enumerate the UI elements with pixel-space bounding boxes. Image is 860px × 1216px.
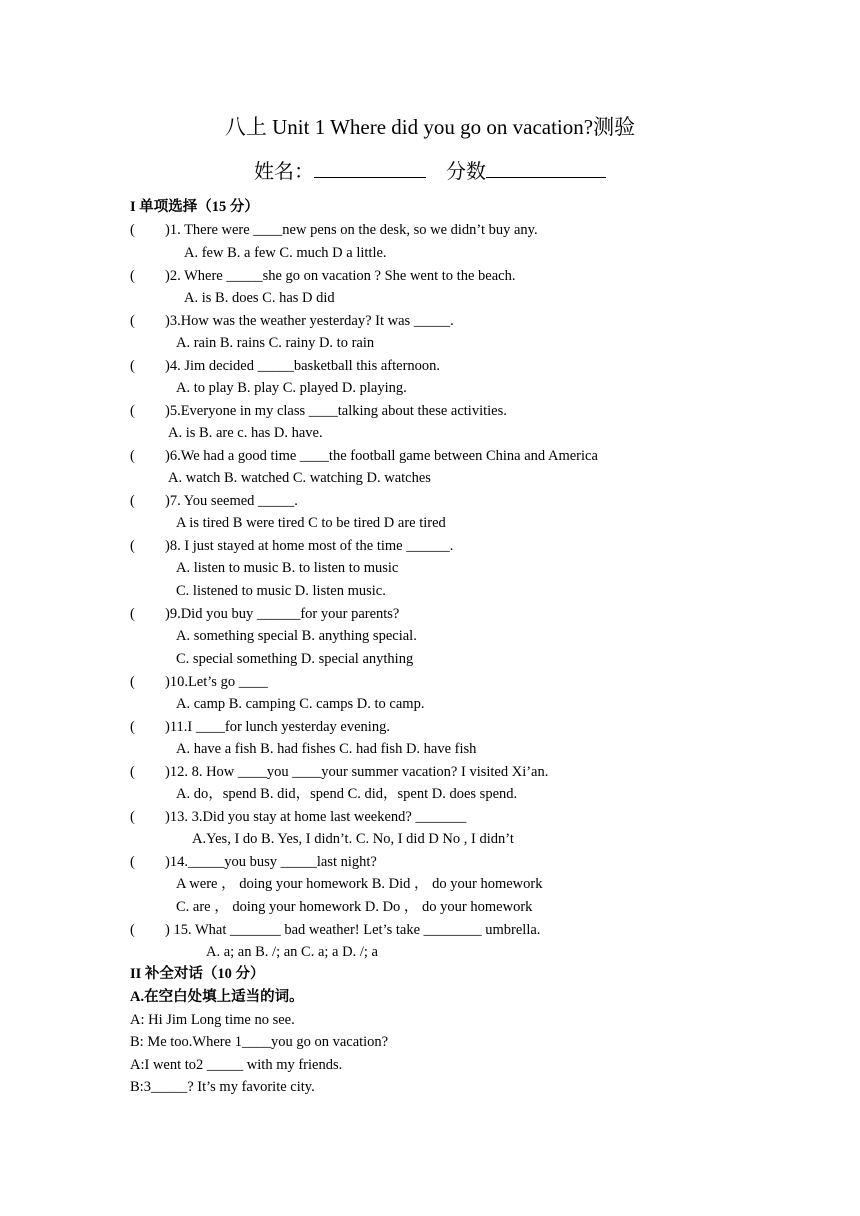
answer-paren[interactable]: (: [130, 313, 135, 329]
question-12-options: A. do，spend B. did，spend C. did，spent D. does spend.: [176, 786, 518, 802]
question-text: )11.I ____for lunch yesterday evening.: [165, 719, 390, 735]
question-1-options: A. few B. a few C. much D a little.: [184, 245, 387, 261]
question-text: )13. 3.Did you stay at home last weekend? _______: [165, 809, 467, 825]
question-9-options-b: C. special something D. special anything: [176, 651, 414, 667]
question-text: ) 15. What _______ bad weather! Let’s take ________ umbrella.: [165, 922, 541, 938]
question-6-options: A. watch B. watched C. watching D. watches: [168, 470, 431, 486]
question-15-options: A. a; an B. /; an C. a; a D. /; a: [206, 944, 378, 960]
dialogue-line: B:3_____? It’s my favorite city.: [130, 1079, 315, 1095]
question-text: )10.Let’s go ____: [165, 674, 268, 690]
question-text: )7. You seemed _____.: [165, 493, 298, 509]
answer-paren[interactable]: (: [130, 268, 135, 284]
name-label: 姓名：: [254, 161, 314, 183]
question-2-options: A. is B. does C. has D did: [184, 290, 335, 306]
question-text: )14._____you busy _____last night?: [165, 854, 377, 870]
question-text: )2. Where _____she go on vacation ? She went to the beach.: [165, 268, 516, 284]
question-text: )3.How was the weather yesterday? It was _____.: [165, 313, 454, 329]
question-text: )9.Did you buy ______for your parents?: [165, 606, 400, 622]
answer-paren[interactable]: (: [130, 403, 135, 419]
answer-paren[interactable]: (: [130, 606, 135, 622]
question-7-options: A is tired B were tired C to be tired D are tired: [176, 515, 446, 531]
question-11-options: A. have a fish B. had fishes C. had fish D. have fish: [176, 741, 477, 757]
name-score-line: [0, 157, 860, 187]
question-10-options: A. camp B. camping C. camps D. to camp.: [176, 696, 425, 712]
score-label: 分数: [446, 161, 486, 183]
question-13-options: A.Yes, I do B. Yes, I didn’t. C. No, I did D No , I didn’t: [192, 831, 514, 847]
dialogue-line: A:I went to2 _____ with my friends.: [130, 1057, 343, 1073]
answer-paren[interactable]: (: [130, 764, 135, 780]
answer-paren[interactable]: (: [130, 538, 135, 554]
answer-paren[interactable]: (: [130, 719, 135, 735]
score-blank[interactable]: [486, 157, 606, 178]
section2-subheading: A.在空白处填上适当的词。: [130, 989, 304, 1005]
question-8-options-b: C. listened to music D. listen music.: [176, 583, 386, 599]
answer-paren[interactable]: (: [130, 448, 135, 464]
answer-paren[interactable]: (: [130, 809, 135, 825]
question-8-options-a: A. listen to music B. to listen to music: [176, 560, 399, 576]
dialogue-line: A: Hi Jim Long time no see.: [130, 1012, 295, 1028]
question-9-options-a: A. something special B. anything special.: [176, 628, 417, 644]
answer-paren[interactable]: (: [130, 493, 135, 509]
question-text: )5.Everyone in my class ____talking about these activities.: [165, 403, 507, 419]
section1-heading: I 单项选择（15 分）: [130, 199, 259, 215]
section2-heading: II 补全对话（10 分）: [130, 966, 265, 982]
answer-paren[interactable]: (: [130, 358, 135, 374]
answer-paren[interactable]: (: [130, 222, 135, 238]
page-title: 八上 Unit 1 Where did you go on vacation?测验: [224, 115, 636, 139]
dialogue-line: B: Me too.Where 1____you go on vacation?: [130, 1034, 389, 1050]
question-text: )6.We had a good time ____the football game between China and America: [165, 448, 598, 464]
question-5-options: A. is B. are c. has D. have.: [168, 425, 323, 441]
answer-paren[interactable]: (: [130, 854, 135, 870]
question-text: )12. 8. How ____you ____your summer vacation? I visited Xi’an.: [165, 764, 549, 780]
question-text: )8. I just stayed at home most of the time ______.: [165, 538, 454, 554]
question-text: )4. Jim decided _____basketball this afternoon.: [165, 358, 441, 374]
question-text: )1. There were ____new pens on the desk, so we didn’t buy any.: [165, 222, 538, 238]
name-blank[interactable]: [314, 157, 426, 178]
answer-paren[interactable]: (: [130, 674, 135, 690]
question-3-options: A. rain B. rains C. rainy D. to rain: [176, 335, 375, 351]
answer-paren[interactable]: (: [130, 922, 135, 938]
question-4-options: A. to play B. play C. played D. playing.: [176, 380, 407, 396]
question-14-options-a: A were ， doing your homework B. Did ， do your homework: [176, 876, 543, 892]
question-14-options-b: C. are ， doing your homework D. Do ， do your homework: [176, 899, 533, 915]
